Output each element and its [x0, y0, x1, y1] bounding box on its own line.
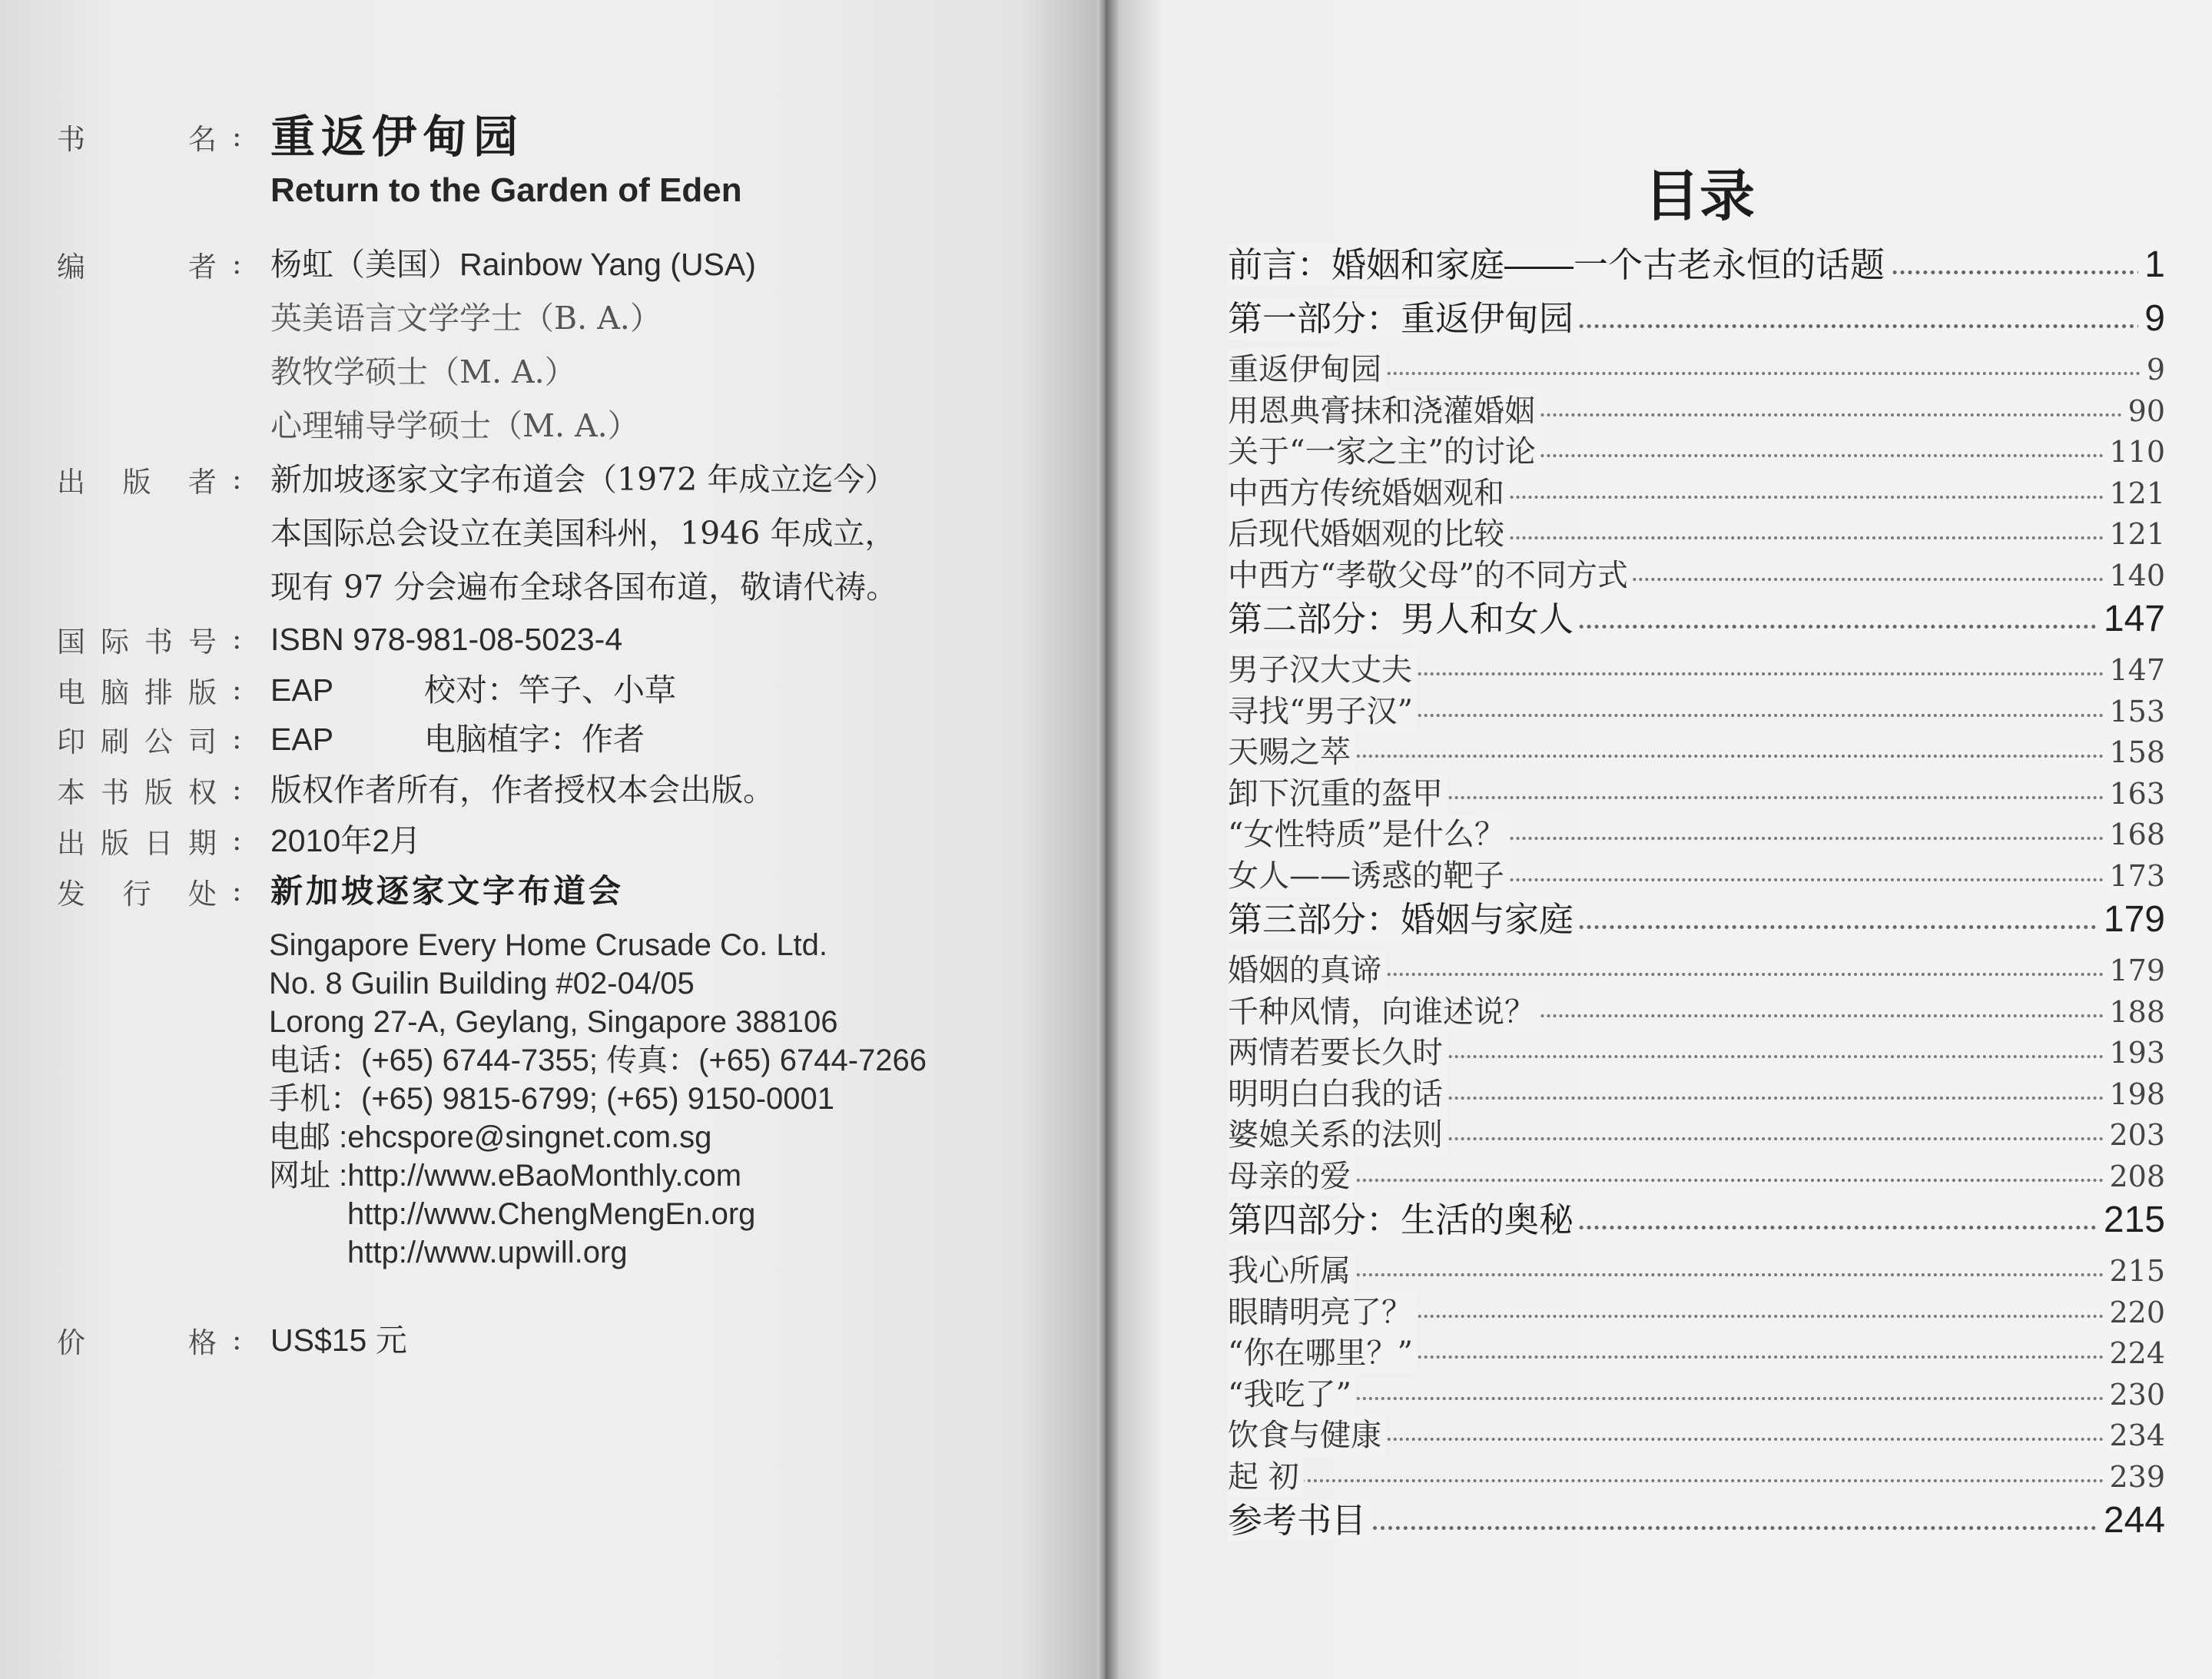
toc-entry-title: 男子汉大丈夫 [1228, 649, 1417, 691]
toc-page-number: 244 [2098, 1500, 2165, 1541]
toc-subentry [1228, 855, 2165, 897]
colon: : [232, 622, 242, 655]
editor-label [57, 240, 217, 289]
mobile: 手机：(+65) 9815-6799; (+65) 9150-0001 [269, 1082, 835, 1116]
toc-page-number: 147 [2098, 599, 2165, 640]
toc-page-number: 234 [2103, 1415, 2165, 1456]
toc-page-number: 188 [2103, 991, 2165, 1033]
toc-subentry [1228, 390, 2165, 432]
toc-entry-title: 婚姻的真谛 [1228, 950, 1386, 991]
toc-entry-title: 起 初 [1228, 1456, 1304, 1498]
toc-subentry [1228, 431, 2165, 473]
toc-entry-title: 眼睛明亮了？ [1228, 1292, 1417, 1333]
dot-leader [1228, 1479, 2165, 1482]
toc-subentry [1228, 473, 2165, 514]
toc-page-number: 193 [2103, 1032, 2165, 1073]
toc-subentry [1228, 1374, 2165, 1415]
typesetter-value: 电脑植字：作者 [424, 721, 645, 758]
toc-entry-title: 女人——诱惑的靶子 [1228, 855, 1509, 897]
isbn-value: ISBN 978-981-08-5023-4 [270, 622, 623, 657]
toc-subentry [1228, 1156, 2165, 1197]
toc-page-number: 173 [2103, 855, 2165, 897]
toc-page-number: 153 [2103, 691, 2165, 732]
toc-subentry [1228, 513, 2165, 555]
label-char: 公 [144, 725, 173, 758]
toc-page-number: 220 [2103, 1292, 2165, 1333]
toc-subentry [1228, 1250, 2165, 1292]
toc-entry-title: 寻找“男子汉” [1228, 691, 1418, 732]
colon: : [232, 673, 242, 706]
toc-subentry [1228, 691, 2165, 732]
toc-subentry [1228, 1073, 2165, 1115]
toc-entry-title: “我吃了” [1228, 1374, 1356, 1415]
address-line-1: Singapore Every Home Crusade Co. Ltd. [269, 928, 828, 962]
editor-row [0, 240, 1106, 289]
toc-section-entry [1228, 1200, 2165, 1241]
label-char: 权 [188, 776, 217, 809]
dot-leader [1228, 1179, 2165, 1182]
toc-entry-title: 关于“一家之主”的讨论 [1228, 431, 1540, 473]
copyright-row [0, 765, 1106, 815]
toc-entry-title: 卸下沉重的盔甲 [1228, 773, 1448, 815]
publisher-label [57, 455, 217, 504]
toc-subentry [1228, 1415, 2165, 1456]
toc-entry-title: 千种风情，向谁述说？ [1228, 991, 1540, 1033]
label-char: 刷 [101, 725, 129, 758]
pub-date-value: 2010年2月 [270, 823, 422, 858]
email: 电邮 :ehcspore@singnet.com.sg [269, 1120, 712, 1154]
toc-section-entry [1228, 599, 2165, 640]
toc-subentry [1228, 814, 2165, 855]
book-title-row [0, 112, 1106, 161]
toc-page-number: 198 [2103, 1073, 2165, 1115]
toc-page-number: 158 [2103, 732, 2165, 773]
editor-name: 杨虹（美国）Rainbow Yang (USA) [270, 247, 756, 282]
colon: : [232, 463, 242, 496]
toc-subentry [1228, 1292, 2165, 1333]
label-char: 编 [57, 251, 85, 284]
toc-entry-title: “你在哪里？” [1228, 1332, 1418, 1374]
toc-entry-title: 第四部分：生活的奥秘 [1228, 1200, 1578, 1241]
label-char: 际 [101, 625, 129, 659]
address-line-3: Lorong 27-A, Geylang, Singapore 388106 [269, 1005, 838, 1039]
editor-degree-2: 教牧学硕士（M. A.） [270, 353, 576, 390]
label-char: 出 [57, 827, 85, 860]
toc-section-entry [1228, 899, 2165, 941]
toc-section-entry [1228, 298, 2165, 340]
address-line-2: No. 8 Guilin Building #02-04/05 [269, 967, 695, 1000]
distributor-name: 新加坡逐家文字布道会 [270, 872, 625, 910]
toc-entry-title: 饮食与健康 [1228, 1415, 1386, 1456]
colon: : [232, 773, 242, 806]
toc-entry-title: 用恩典膏抹和浇灌婚姻 [1228, 390, 1540, 432]
label-char: 日 [144, 827, 173, 860]
book-title-label [57, 112, 217, 161]
copyright-value: 版权作者所有，作者授权本会出版。 [270, 771, 774, 808]
isbn-row [0, 615, 1106, 664]
toc-page-number: 168 [2103, 814, 2165, 855]
toc-page [1106, 0, 2212, 1679]
colon: : [232, 247, 242, 280]
toc-page-number: 140 [2103, 555, 2165, 596]
toc-entry-title: 参考书目 [1228, 1500, 1371, 1541]
toc-entry-title: 第三部分：婚姻与家庭 [1228, 899, 1578, 941]
toc-entry-title: 天赐之萃 [1228, 732, 1355, 773]
toc-entry-title: 中西方“孝敬父母”的不同方式 [1228, 555, 1633, 596]
book-title-en-row [0, 166, 1106, 215]
toc-section-entry [1228, 244, 2165, 286]
toc-subentry [1228, 349, 2165, 390]
toc-page-number: 110 [2103, 431, 2165, 473]
colon: : [232, 1323, 242, 1356]
label-char: 本 [57, 776, 85, 809]
label-char: 价 [57, 1326, 85, 1359]
dot-leader [1228, 755, 2165, 758]
toc-page-number: 1 [2138, 244, 2165, 286]
isbn-label [57, 615, 217, 664]
book-title-cn: 重返伊甸园 [270, 111, 525, 163]
pub-date-row [0, 816, 1106, 865]
label-char: 者 [188, 466, 217, 499]
publisher-line-1: 新加坡逐家文字布道会（1972 年成立迄今） [270, 461, 897, 498]
label-char: 版 [101, 827, 129, 860]
editor-degree-1: 英美语言文学学士（B. A.） [270, 300, 662, 337]
dot-leader [1228, 1397, 2165, 1400]
publisher-row [0, 455, 1106, 504]
toc-entry-title: 前言：婚姻和家庭——一个古老永恒的话题 [1228, 244, 1889, 286]
toc-subentry [1228, 1114, 2165, 1156]
website-1: 网址 :http://www.eBaoMonthly.com [269, 1159, 742, 1193]
toc-subentry [1228, 991, 2165, 1033]
distributor-label [57, 867, 217, 916]
toc-title: 目录 [1644, 163, 1756, 228]
label-char: 排 [144, 676, 173, 709]
toc-entry-title: 第一部分：重返伊甸园 [1228, 298, 1578, 340]
label-char: 版 [122, 466, 151, 499]
toc-entry-title: 明明白白我的话 [1228, 1073, 1448, 1115]
printing-row [0, 715, 1106, 764]
label-char: 名 [188, 123, 217, 156]
toc-subentry [1228, 555, 2165, 596]
typesetting-label [57, 665, 217, 715]
colon: : [232, 722, 242, 755]
phone-fax: 电话：(+65) 6744-7355; 传真：(+65) 6744-7266 [269, 1044, 927, 1077]
toc-entry-title: “女性特质”是什么？ [1228, 814, 1510, 855]
printing-value: EAP [270, 722, 334, 757]
colon: : [232, 824, 242, 857]
toc-page-number: 179 [2098, 899, 2165, 941]
label-char: 脑 [101, 676, 129, 709]
colon: : [232, 120, 242, 153]
toc-page-number: 9 [2141, 349, 2165, 390]
toc-page-number: 9 [2138, 298, 2165, 340]
label-char: 司 [188, 725, 217, 758]
label-char: 国 [57, 625, 85, 659]
book-title-en: Return to the Garden of Eden [270, 171, 742, 209]
toc-page-number: 208 [2103, 1156, 2165, 1197]
pub-date-label [57, 816, 217, 865]
toc-subentry [1228, 732, 2165, 773]
label-char: 行 [122, 878, 151, 911]
website-3: http://www.upwill.org [347, 1236, 628, 1269]
toc-subentry [1228, 649, 2165, 691]
toc-entry-title: 重返伊甸园 [1228, 349, 1386, 390]
toc-entry-title: 母亲的爱 [1228, 1156, 1355, 1197]
toc-page-number: 121 [2103, 513, 2165, 555]
typesetting-row [0, 665, 1106, 715]
toc-entry-title: 两情若要长久时 [1228, 1032, 1448, 1073]
label-char: 电 [57, 676, 85, 709]
publisher-line-2: 本国际总会设立在美国科州，1946 年成立， [270, 515, 897, 552]
publisher-line-3: 现有 97 分会遍布全球各国布道，敬请代祷。 [270, 569, 898, 606]
editor-degree-3: 心理辅导学硕士（M. A.） [270, 407, 639, 444]
toc-subentry [1228, 1032, 2165, 1073]
toc-page-number: 215 [2103, 1250, 2165, 1292]
toc-page-number: 121 [2103, 473, 2165, 514]
toc-subentry [1228, 1332, 2165, 1374]
label-char: 版 [144, 776, 173, 809]
label-char: 出 [57, 466, 85, 499]
toc-entry-title: 中西方传统婚姻观和 [1228, 473, 1509, 514]
price-value: US$15 元 [270, 1322, 407, 1358]
toc-page-number: 230 [2103, 1374, 2165, 1415]
label-char: 书 [57, 123, 85, 156]
label-char: 者 [188, 251, 217, 284]
toc-entry-title: 我心所属 [1228, 1250, 1355, 1292]
price-row [0, 1316, 1106, 1365]
label-char: 书 [101, 776, 129, 809]
label-char: 期 [188, 827, 217, 860]
copyright-label [57, 765, 217, 815]
label-char: 号 [188, 625, 217, 659]
toc-page-number: 90 [2122, 390, 2165, 432]
label-char: 版 [188, 676, 217, 709]
toc-subentry [1228, 950, 2165, 991]
distributor-row [0, 867, 1106, 916]
toc-subentry [1228, 773, 2165, 815]
label-char: 发 [57, 878, 85, 911]
proofreading-value: 校对：竿子、小草 [424, 672, 676, 708]
label-char: 书 [144, 625, 173, 659]
dot-leader [1228, 1273, 2165, 1276]
toc-subentry [1228, 1456, 2165, 1498]
toc-page-number: 239 [2103, 1456, 2165, 1498]
label-char: 格 [188, 1326, 217, 1359]
toc-page-number: 147 [2103, 649, 2165, 691]
label-char: 印 [57, 725, 85, 758]
toc-page-number: 224 [2103, 1332, 2165, 1374]
toc-entry-title: 婆媳关系的法则 [1228, 1114, 1448, 1156]
toc-page-number: 163 [2103, 773, 2165, 815]
printing-label [57, 715, 217, 764]
price-label [57, 1316, 217, 1365]
toc-page-number: 215 [2098, 1200, 2165, 1241]
toc-section-entry [1228, 1500, 2165, 1541]
colon: : [232, 874, 242, 908]
label-char: 处 [188, 878, 217, 911]
typesetting-value: EAP [270, 672, 334, 708]
toc-page-number: 203 [2103, 1114, 2165, 1156]
toc-entry-title: 后现代婚姻观的比较 [1228, 513, 1509, 555]
toc-page-number: 179 [2103, 950, 2165, 991]
website-2: http://www.ChengMengEn.org [347, 1197, 756, 1231]
toc-entry-title: 第二部分：男人和女人 [1228, 599, 1578, 640]
